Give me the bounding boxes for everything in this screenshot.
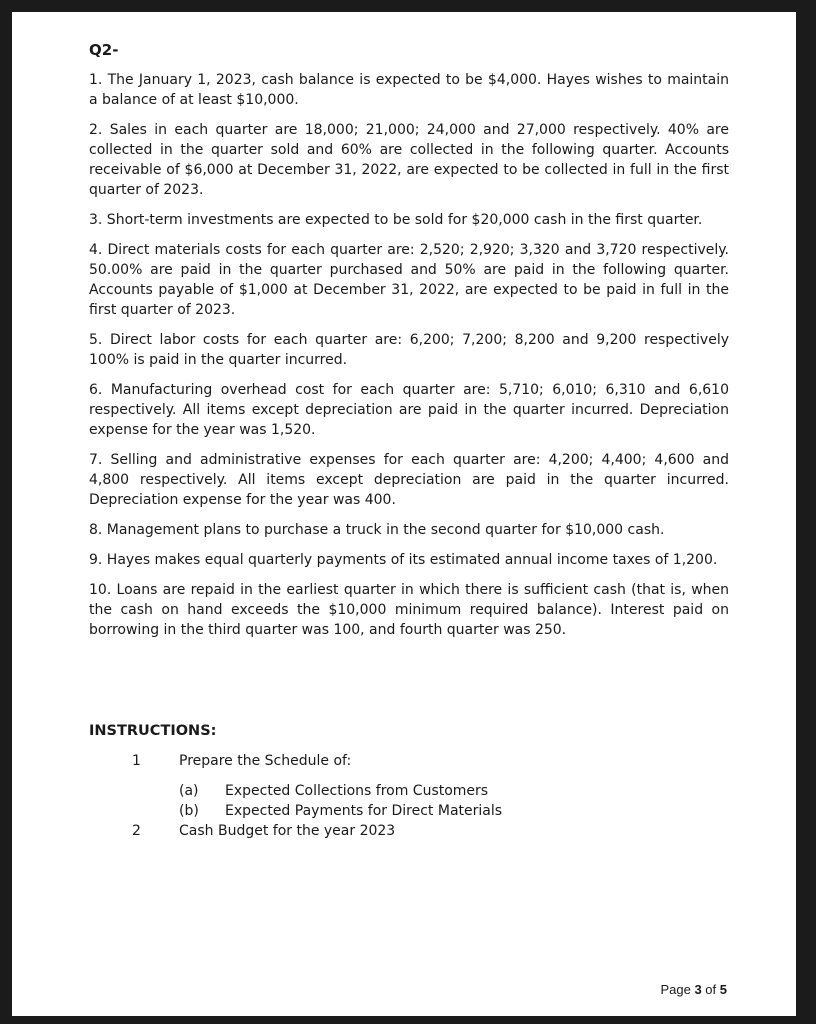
paragraph-2: 2. Sales in each quarter are 18,000; 21,000; 24,000 and 27,000 respectively. 40% are collected in the quarter sold and 60% are collected in the following quarter. Accounts receivable of $6,000 at December 31, 2022, are expected to be collected in full in the first quarter of 2023. bbox=[89, 122, 729, 198]
subitem-text: Expected Payments for Direct Materials bbox=[225, 803, 503, 819]
paragraph-10: 10. Loans are repaid in the earliest quarter in which there is sufficient cash (that is, when the cash on hand exceeds the $10,000 minimum required balance). Interest paid on borrowing in the third quarter was 100, and fourth quarter was 250. bbox=[89, 582, 729, 638]
paragraph-4: 4. Direct materials costs for each quarter are: 2,520; 2,920; 3,320 and 3,720 respectively. 50.00% are paid in the quarter purchased and 50% are paid in the following quarter. Accounts payable of $1,000 at December 31, 2022, are expected to be paid in full in the first quarter of 2023. bbox=[89, 242, 729, 318]
paragraph-7: 7. Selling and administrative expenses for each quarter are: 4,200; 4,400; 4,600 and 4,800 respectively. All items except depreciation are paid in the quarter incurred. Depreciation expense for the year was 400. bbox=[89, 452, 729, 508]
instructions-section bbox=[89, 721, 729, 841]
instruction-item-1 bbox=[89, 751, 729, 771]
subitem-letter: (a) bbox=[179, 783, 199, 799]
paragraph-5: 5. Direct labor costs for each quarter are: 6,200; 7,200; 8,200 and 9,200 respectively 100% is paid in the quarter incurred. bbox=[89, 332, 729, 368]
instruction-text: Cash Budget for the year 2023 bbox=[179, 823, 396, 839]
total-pages: 5 bbox=[719, 982, 727, 997]
paragraph-3: 3. Short-term investments are expected to be sold for $20,000 cash in the first quarter. bbox=[89, 212, 703, 228]
question-title: Q2- bbox=[89, 41, 119, 59]
current-page: 3 bbox=[694, 982, 702, 997]
instruction-text: Prepare the Schedule of: bbox=[179, 753, 352, 769]
instruction-subitem-b bbox=[89, 801, 729, 821]
paragraph-8: 8. Management plans to purchase a truck in the second quarter for $10,000 cash. bbox=[89, 522, 665, 538]
page-number bbox=[660, 982, 727, 998]
paragraph-6: 6. Manufacturing overhead cost for each quarter are: 5,710; 6,010; 6,310 and 6,610 respectively. All items except depreciation are paid in the quarter incurred. Depreciation expense for the year was 1,520. bbox=[89, 382, 729, 438]
instruction-subitem-a bbox=[89, 781, 729, 801]
paragraph-1: 1. The January 1, 2023, cash balance is expected to be $4,000. Hayes wishes to maintain a balance of at least $10,000. bbox=[89, 72, 729, 108]
subitem-text: Expected Collections from Customers bbox=[225, 783, 489, 799]
page-label: Page bbox=[660, 982, 691, 997]
paragraph-9: 9. Hayes makes equal quarterly payments of its estimated annual income taxes of 1,200. bbox=[89, 552, 718, 568]
of-label: of bbox=[705, 982, 717, 997]
document-page bbox=[12, 12, 796, 1016]
instruction-item-2 bbox=[89, 821, 729, 841]
subitem-letter: (b) bbox=[179, 803, 199, 819]
instruction-number: 2 bbox=[132, 823, 141, 839]
instructions-title: INSTRUCTIONS: bbox=[89, 723, 217, 739]
instruction-number: 1 bbox=[132, 753, 141, 769]
question-content bbox=[89, 40, 729, 650]
